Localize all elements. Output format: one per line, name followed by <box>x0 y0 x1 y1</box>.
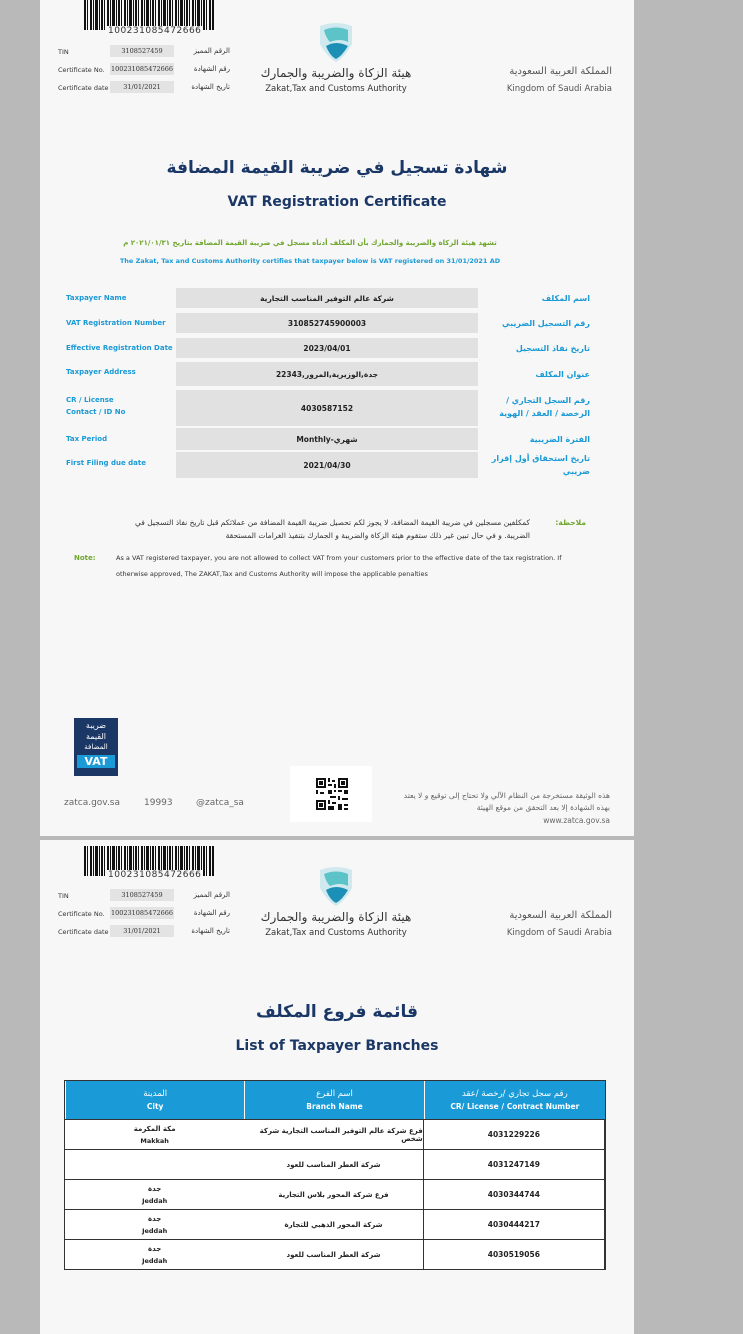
city-ar: جدة <box>148 1184 162 1193</box>
cell-city <box>65 1120 244 1149</box>
cert-date-label-en: Certificate date <box>58 84 109 92</box>
field-label-en: First Filing due date <box>66 459 147 467</box>
city-ar: مكة المكرمة <box>133 1124 176 1133</box>
table-row <box>65 1149 605 1179</box>
cert-date-label-en: Certificate date <box>58 928 109 936</box>
cell-cr <box>424 1210 605 1239</box>
kingdom-name-ar: المملكة العربية السعودية <box>509 910 612 921</box>
certificate-meta <box>58 44 230 98</box>
branches-page <box>40 840 634 1334</box>
tin-label-en: TIN <box>58 892 69 900</box>
vat-logo <box>74 718 118 776</box>
cell-city <box>65 1180 244 1209</box>
note-text-en: As a VAT registered taxpayer, you are not allowed to collect VAT from your customers prior to the effective date of the tax registration. If otherwise approved, The ZAKAT,Tax and Customs Authority will impose the applicable penalties <box>116 554 562 578</box>
field-label-ar: عنوان المكلف <box>535 370 590 379</box>
vat-logo-text-3: المضافة <box>84 743 108 751</box>
tin-label-en: TIN <box>58 48 69 56</box>
col-header-branch-name-en: Branch Name <box>306 1102 363 1111</box>
col-header-branch-name <box>244 1081 423 1119</box>
col-header-city-ar: المدينة <box>143 1089 168 1099</box>
field-label-ar: رقم التسجيل الضريبي <box>502 319 590 328</box>
field-label-ar: الفترة الضريبية <box>529 435 590 444</box>
field-label-ar: تاريخ استحقاق أول إقرار ضريبي <box>491 454 590 476</box>
city-en: Jeddah <box>142 1256 168 1265</box>
table-row <box>65 1209 605 1239</box>
field-value: Monthly-شهري <box>176 428 478 450</box>
field-label-en: CR / License Contact / ID No <box>66 396 126 416</box>
footer-disclaimer-site[interactable]: www.zatca.gov.sa <box>543 816 610 825</box>
cert-no-row <box>58 62 230 80</box>
table-row <box>65 1179 605 1209</box>
cr-number: 4031229226 <box>487 1130 540 1139</box>
city-en: Jeddah <box>142 1196 168 1205</box>
tin-row <box>58 888 230 906</box>
tin-label-ar: الرقم المميز <box>193 891 230 899</box>
qr-code-icon <box>316 778 348 810</box>
kingdom-name-en: Kingdom of Saudi Arabia <box>506 928 612 938</box>
cert-no-label-en: Certificate No. <box>58 66 105 74</box>
cert-date-row <box>58 924 230 942</box>
cert-no-row <box>58 906 230 924</box>
field-label-en: Tax Period <box>66 435 108 443</box>
field-label-en: Taxpayer Name <box>66 294 127 302</box>
city-ar: جدة <box>148 1214 162 1223</box>
cert-date-label-ar: تاريخ الشهادة <box>191 927 230 935</box>
authority-name-en: Zakat,Tax and Customs Authority <box>265 84 407 94</box>
cell-branch-name <box>244 1150 423 1179</box>
note-label-ar: ملاحظة: <box>555 518 586 527</box>
certificate-meta <box>58 888 230 942</box>
branches-title-en: List of Taxpayer Branches <box>235 1038 439 1054</box>
table-row <box>65 1239 605 1269</box>
field-value: شركة عالم التوفير المناسب التجارية <box>176 288 478 308</box>
cert-date-label-ar: تاريخ الشهادة <box>191 83 230 91</box>
footer-website[interactable]: zatca.gov.sa <box>64 798 121 808</box>
tin-value: 3108527459 <box>110 889 174 901</box>
authority-name-ar: هيئة الزكاة والضريبة والجمارك <box>260 66 412 80</box>
field-value: 310852745900003 <box>176 313 478 333</box>
cell-cr <box>424 1150 605 1179</box>
note-text-ar: كمكلفين مسجلين في ضريبة القيمة المضافة، لا يجوز لكم تحصيل ضريبة القيمة المضافة من عملائكم قبل تاريخ نفاذ التسجيل في الضريبة. و في حال تبين غير ذلك ستقوم هيئة الزكاة والضريبة و الجمارك بتنفيذ الغرامات المستحقة <box>134 518 530 540</box>
footer-phone[interactable]: 19993 <box>144 798 173 808</box>
col-header-branch-name-ar: اسم الفرع <box>316 1089 353 1099</box>
field-label-ar: اسم المكلف <box>541 294 590 303</box>
city-en: Jeddah <box>142 1226 168 1235</box>
table-row <box>65 1119 605 1149</box>
col-header-cr-number <box>424 1081 605 1119</box>
field-label-ar: رقم السجل التجاري / الرخصة / العقد / الهوية <box>499 396 590 418</box>
footer-disclaimer-ar: هذه الوثيقة مستخرجة من النظام الآلي ولا تحتاج إلى توقيع و لا يعتد بهذه الشهادة إلا بعد التحقق من موقع الهيئة <box>403 791 610 812</box>
cert-date-row <box>58 80 230 98</box>
cert-no-label-ar: رقم الشهادة <box>193 909 230 917</box>
cert-no-value: 100231085472666 <box>110 65 174 73</box>
cert-no-value: 100231085472666 <box>110 909 174 917</box>
branch-name: شركة العطر المناسب للعود <box>286 1160 381 1169</box>
cell-city <box>65 1210 244 1239</box>
zatca-logo-icon <box>316 20 356 64</box>
cell-branch-name <box>244 1120 423 1149</box>
cell-branch-name <box>244 1240 423 1269</box>
cell-city <box>65 1150 244 1179</box>
field-value: 4030587152 <box>176 390 478 426</box>
city-ar: جدة <box>148 1244 162 1253</box>
certification-statement-en: The Zakat, Tax and Customs Authority certifies that taxpayer below is VAT registered on 31/01/2021 AD <box>119 257 501 265</box>
kingdom-name-ar: المملكة العربية السعودية <box>509 66 612 77</box>
tin-value: 3108527459 <box>110 45 174 57</box>
zatca-logo-icon <box>316 864 356 908</box>
cell-cr <box>424 1240 605 1269</box>
field-value: 2023/04/01 <box>176 338 478 358</box>
cr-number: 4030444217 <box>487 1220 540 1229</box>
cr-number: 4030344744 <box>487 1190 540 1199</box>
cell-cr <box>424 1120 605 1149</box>
col-header-cr-ar: رقم سجل تجاري /رخصة /عقد <box>461 1089 568 1099</box>
tin-label-ar: الرقم المميز <box>193 47 230 55</box>
cert-no-label-ar: رقم الشهادة <box>193 65 230 73</box>
field-value: جدة,الوزيرية,المرور,22343 <box>176 362 478 386</box>
city-en: Makkah <box>140 1136 169 1145</box>
authority-name-ar: هيئة الزكاة والضريبة والجمارك <box>260 910 412 924</box>
cr-number: 4031247149 <box>487 1160 540 1169</box>
cert-date-value: 31/01/2021 <box>110 925 174 937</box>
certificate-title-en: VAT Registration Certificate <box>227 194 447 210</box>
cert-no-label-en: Certificate No. <box>58 910 105 918</box>
note-label-en: Note: <box>74 554 96 562</box>
vat-logo-text-2: القيمة <box>85 732 107 741</box>
branch-name: شركة المحور الذهبي للتجارة <box>284 1220 383 1229</box>
barcode-number: 100231085472666 <box>108 870 202 880</box>
cert-date-value: 31/01/2021 <box>110 81 174 93</box>
barcode-number: 100231085472666 <box>108 26 202 36</box>
certificate-page <box>40 0 634 836</box>
col-header-cr-en: CR/ License / Contract Number <box>450 1102 580 1111</box>
branches-table <box>64 1080 606 1270</box>
branch-name: فرع شركة عالم التوفير المناسب التجارية شركة شخص <box>259 1126 423 1143</box>
field-label-ar: تاريخ نفاذ التسجيل <box>515 344 590 353</box>
field-label-en: VAT Registration Number <box>66 319 166 327</box>
field-value: 2021/04/30 <box>176 452 478 478</box>
branch-name: شركة العطر المناسب للعود <box>286 1250 381 1259</box>
branches-title-ar: قائمة فروع المكلف <box>255 1002 418 1022</box>
branch-name: فرع شركة المحور بلاس التجارية <box>278 1190 389 1199</box>
qr-code <box>290 766 372 822</box>
col-header-city-en: City <box>146 1102 164 1111</box>
vat-logo-text-en: VAT <box>77 755 115 768</box>
table-header <box>65 1081 605 1119</box>
kingdom-name-en: Kingdom of Saudi Arabia <box>506 84 612 94</box>
cr-number: 4030519056 <box>487 1250 540 1259</box>
footer-social-handle[interactable]: @zatca_sa <box>196 798 244 808</box>
cell-cr <box>424 1180 605 1209</box>
certificate-title-ar: شهادة تسجيل في ضريبة القيمة المضافة <box>166 158 508 178</box>
vat-logo-text-1: ضريبة <box>85 721 107 730</box>
tin-row <box>58 44 230 62</box>
authority-name-en: Zakat,Tax and Customs Authority <box>265 928 407 938</box>
cell-city <box>65 1240 244 1269</box>
certification-statement-ar: تشهد هيئة الزكاة والضريبة والجمارك بأن المكلف أدناه مسجل في ضريبة القيمة المضافة بتاريخ ٢٠٢١/٠١/٣١ م <box>123 239 497 247</box>
cell-branch-name <box>244 1180 423 1209</box>
cell-branch-name <box>244 1210 423 1239</box>
col-header-city <box>65 1081 244 1119</box>
field-label-en: Effective Registration Date <box>66 344 173 352</box>
field-label-en: Taxpayer Address <box>66 368 136 376</box>
